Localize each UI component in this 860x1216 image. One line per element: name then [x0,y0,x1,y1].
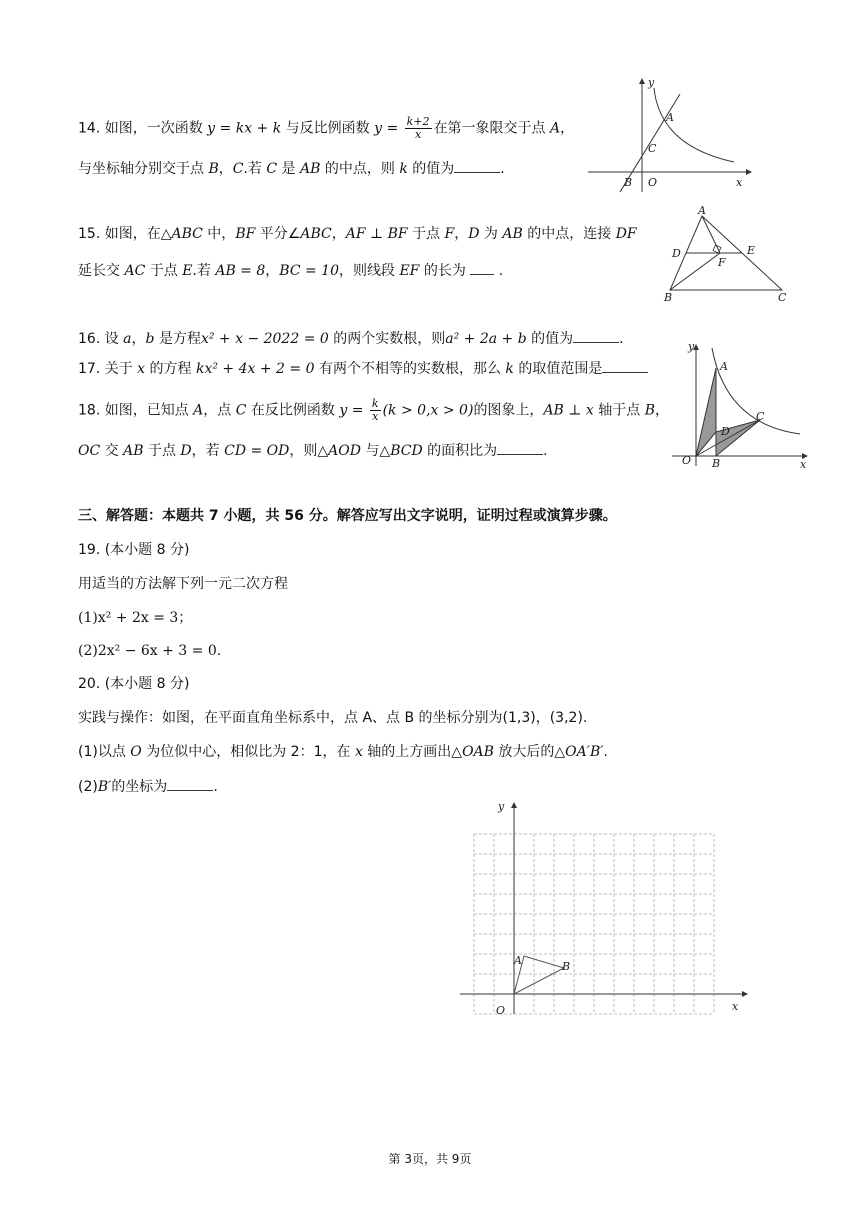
q19-intro: 用适当的方法解下列一元二次方程 [78,576,288,592]
label-F: F [718,256,726,269]
q17-line: 17. 关于 x 的方程 kx² + 4x + 2 = 0 有两个不相等的实数根，那么 k 的取值范围是 [78,358,648,379]
label-O: O [648,176,658,189]
label-y: y [688,340,695,353]
answer-blank[interactable] [454,158,500,173]
label-B: B [562,960,571,973]
label-C: C [778,291,787,304]
label-D: D [672,247,681,260]
q18-line-1: 18. 如图，已知点 A，点 C 在反比例函数 y = $\frac{k}{x}$ (k > 0,x > 0)的图象上，AB ⊥ x 轴于点 B， [78,397,670,423]
q15-figure [662,204,798,306]
label-y: y [498,800,505,813]
y-axis-arrow [639,78,645,84]
label-O: O [682,454,692,467]
label-B: B [624,176,633,189]
q20-coordinate-grid [456,796,756,1026]
q20-intro: 实践与操作：如图，在平面直角坐标系中，点 A、点 B 的坐标分别为(1,3)，(3,2). [78,710,588,726]
answer-blank[interactable] [470,260,494,275]
q19-title: 19. (本小题 8 分) [78,542,190,558]
q20-part-1: (1)以点 O 为位似中心，相似比为 2：1，在 x 轴的上方画出△OAB 放大后的△OA′B′. [78,744,608,760]
q14-line-2: 与坐标轴分别交于点 B，C.若 C 是 AB 的中点，则 k 的值为 . [78,158,505,179]
label-x: x [800,458,807,470]
y-axis-arrow [511,802,517,808]
label-A: A [514,954,522,967]
label-B: B [664,291,673,304]
q14-figure [584,76,754,194]
page-footer: 第 3页，共 9页 [388,1152,472,1166]
label-A: A [666,111,674,124]
grid-lines [474,834,714,1014]
label-C: C [648,142,657,155]
q18-figure [668,340,816,470]
label-B: B [712,457,721,470]
x-axis-arrow [742,991,748,997]
hyperbola-curve [654,88,734,162]
label-A: A [698,204,706,217]
answer-blank[interactable] [602,358,648,373]
triangle-aod-shaded [696,368,716,456]
section-3-heading: 三、解答题：本题共 7 小题，共 56 分。解答应写出文字说明，证明过程或演算步骤。 [78,508,617,524]
q15-line-2: 延长交 AC 于点 E.若 AB = 8，BC = 10，则线段 EF 的长为 . [78,260,503,281]
label-D: D [721,425,730,438]
x-axis-arrow [746,169,752,175]
q20-part-2: (2)B′的坐标为 . [78,776,218,797]
label-x: x [736,176,743,189]
q19-part-1: (1)x² + 2x = 3； [78,610,193,626]
q16-line: 16. 设 a，b 是方程x² + x − 2022 = 0 的两个实数根，则a² + 2a + b 的值为 . [78,328,624,349]
answer-blank[interactable] [497,440,543,455]
label-O: O [496,1004,506,1017]
label-x: x [732,1000,739,1013]
segment-af [702,216,720,253]
label-y: y [648,76,655,89]
label-E: E [747,244,756,257]
q15-line-1: 15. 如图，在△ABC 中，BF 平分∠ABC，AF ⊥ BF 于点 F，D 为 AB 的中点，连接 DF [78,226,637,242]
answer-blank[interactable] [167,776,213,791]
fraction: $\frac{k+2}{x}$ [406,115,430,141]
q18-line-2: OC 交 AB 于点 D，若 CD = OD，则△AOD 与△BCD 的面积比为 . [78,440,548,461]
answer-blank[interactable] [573,328,619,343]
label-A: A [720,360,728,373]
label-C: C [756,410,765,423]
q14-line-1: 14. 如图，一次函数 y = kx + k 与反比例函数 y = $\frac{k+2}{x}$ 在第一象限交于点 A， [78,115,575,141]
q20-title: 20. (本小题 8 分) [78,676,190,692]
q19-part-2: (2)2x² − 6x + 3 = 0. [78,643,222,659]
fraction: $\frac{k}{x}$ [371,397,379,423]
